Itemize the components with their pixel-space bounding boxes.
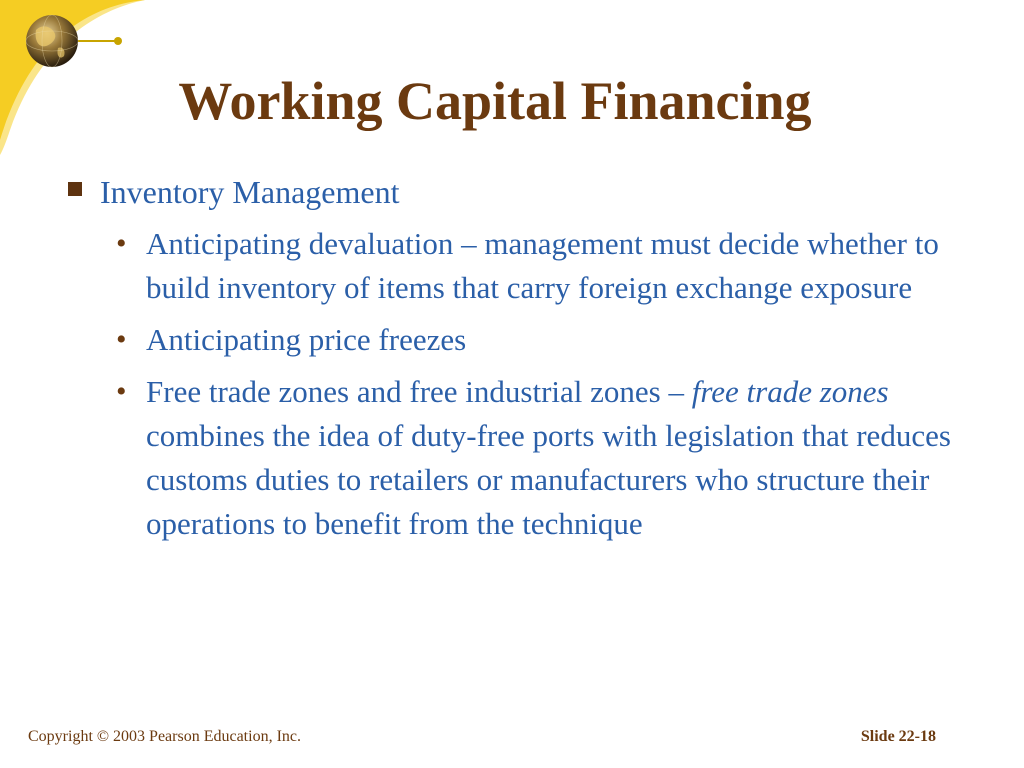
bullet-text: Anticipating price freezes xyxy=(146,322,467,357)
bullet-text-rest: combines the idea of duty-free ports with legislation that reduces customs duties to retailers or manufacturers who structure their operations to benefit from the technique xyxy=(146,418,951,541)
list-item xyxy=(64,222,984,310)
section-bullet xyxy=(64,170,984,214)
list-item xyxy=(64,318,984,362)
round-bullet-icon: • xyxy=(116,375,127,408)
square-bullet-icon xyxy=(68,182,82,196)
bullet-text-lead: Free trade zones and free industrial zones – xyxy=(146,374,692,409)
section-heading: Inventory Management xyxy=(100,174,400,210)
copyright-notice: Copyright © 2003 Pearson Education, Inc. xyxy=(28,728,301,745)
globe-icon xyxy=(0,0,130,80)
list-item xyxy=(64,370,984,546)
slide-title: Working Capital Financing xyxy=(178,71,812,131)
round-bullet-icon: • xyxy=(116,323,127,356)
slide-body xyxy=(64,170,984,546)
bullet-text-italic-term: free trade zones xyxy=(691,374,889,409)
round-bullet-icon: • xyxy=(116,227,127,260)
bullet-text: Anticipating devaluation – management must decide whether to build inventory of items that carry foreign exchange exposure xyxy=(146,226,939,305)
slide-number: Slide 22-18 xyxy=(860,728,936,745)
